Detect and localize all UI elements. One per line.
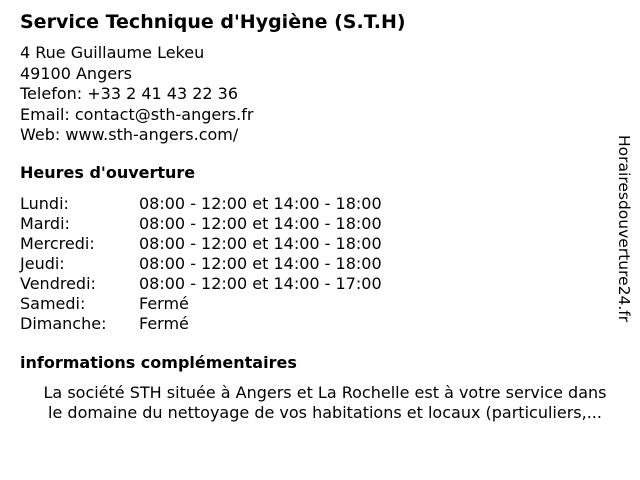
hours-time-value: 08:00 - 12:00 et 14:00 - 18:00: [139, 194, 382, 213]
hours-time-value: 08:00 - 12:00 et 14:00 - 18:00: [139, 234, 382, 253]
site-watermark: Horairesdouverture24.fr: [615, 135, 633, 323]
hours-day-label: Lundi:: [20, 194, 69, 213]
hours-day-label: Mardi:: [20, 214, 70, 233]
hours-time-value: 08:00 - 12:00 et 14:00 - 18:00: [139, 254, 382, 273]
business-description: [18, 383, 632, 423]
description-line: La société STH située à Angers et La Rochelle est à votre service dans: [43, 383, 607, 402]
hours-time-value: 08:00 - 12:00 et 14:00 - 17:00: [139, 274, 382, 293]
hours-day-label: Jeudi:: [20, 254, 65, 273]
additional-info-heading: informations complémentaires: [20, 353, 297, 372]
business-name: Service Technique d'Hygiène (S.T.H): [20, 11, 406, 33]
contact-block: [20, 43, 253, 146]
description-line: le domaine du nettoyage de vos habitations et locaux (particuliers,...: [48, 403, 602, 422]
hours-time-value: Fermé: [139, 294, 189, 313]
hours-day-label: Dimanche:: [20, 314, 107, 333]
hours-time-value: Fermé: [139, 314, 189, 333]
website-url[interactable]: Web: www.sth-angers.com/: [20, 125, 239, 144]
hours-day-label: Vendredi:: [20, 274, 96, 293]
hours-day-label: Mercredi:: [20, 234, 95, 253]
email-address[interactable]: Email: contact@sth-angers.fr: [20, 104, 254, 124]
hours-time-value: 08:00 - 12:00 et 14:00 - 18:00: [139, 214, 382, 233]
opening-hours-heading: Heures d'ouverture: [20, 163, 196, 182]
address-street: 4 Rue Guillaume Lekeu: [20, 43, 205, 62]
hours-day-label: Samedi:: [20, 294, 86, 313]
phone-number[interactable]: Telefon: +33 2 41 43 22 36: [20, 84, 239, 103]
address-city: 49100 Angers: [20, 63, 132, 83]
